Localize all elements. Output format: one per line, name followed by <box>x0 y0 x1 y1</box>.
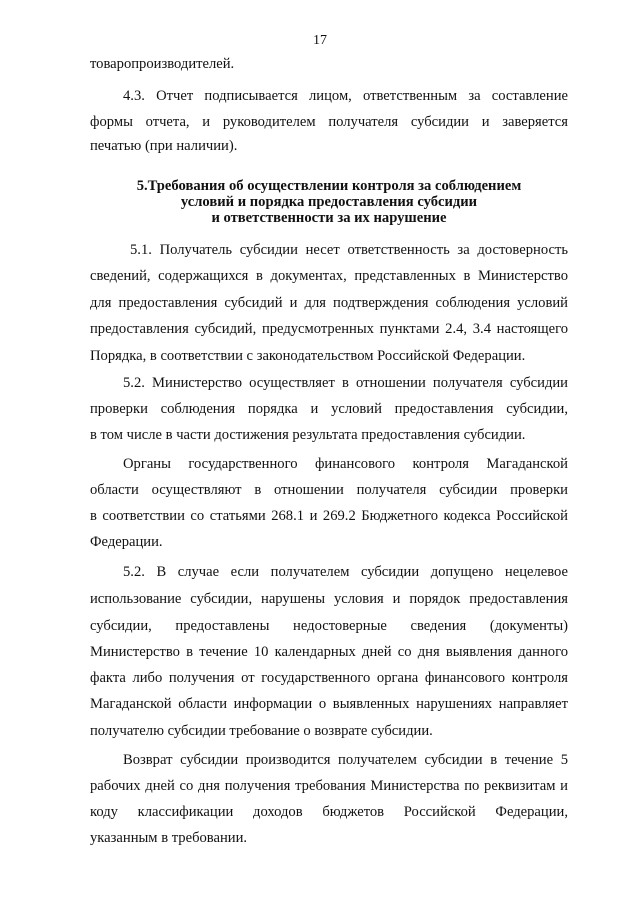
text-line: Федерации. <box>90 534 163 550</box>
text-line: получателю субсидии требование о возврате субсидии. <box>90 723 433 739</box>
text-line: сведений, содержащихся в документах, представленных в Министерство <box>90 268 568 284</box>
section-heading-line: условий и порядка предоставления субсидии <box>180 194 478 210</box>
text-line: для предоставления субсидий и для подтверждения соблюдения условий <box>90 295 568 311</box>
text-line: Возврат субсидии производится получателем субсидии в течение 5 <box>123 752 568 768</box>
text-line: области осуществляют в отношении получателя субсидии проверки <box>90 482 568 498</box>
text-line: предоставления субсидий, предусмотренных пунктами 2.4, 3.4 настоящего <box>90 321 568 337</box>
text-line: использование субсидии, нарушены условия и порядок предоставления <box>90 591 568 607</box>
text-line: указанным в требовании. <box>90 830 248 846</box>
text-line: рабочих дней со дня получения требования Министерства по реквизитам и <box>90 778 568 794</box>
section-heading-line: и ответственности за их нарушение <box>211 210 447 226</box>
text-line: проверки соблюдения порядка и условий предоставления субсидии, <box>90 401 568 417</box>
text-line: 5.1. Получатель субсидии несет ответственность за достоверность <box>130 242 568 258</box>
text-line: в том числе в части достижения результата предоставления субсидии. <box>90 427 526 443</box>
text-line: факта либо получения от государственного органа финансового контроля <box>90 670 568 686</box>
text-line: 5.2. В случае если получателем субсидии допущено нецелевое <box>123 564 568 580</box>
page-number: 17 <box>313 33 327 48</box>
text-line: коду классификации доходов бюджетов Российской Федерации, <box>90 804 568 820</box>
text-line: печатью (при наличии). <box>90 138 238 154</box>
text-line: Министерство в течение 10 календарных дней со дня выявления данного <box>90 644 568 660</box>
section-heading-line: 5.Требования об осуществлении контроля за соблюдением <box>136 178 522 194</box>
text-line: 4.3. Отчет подписывается лицом, ответственным за составление <box>123 88 568 104</box>
text-line: субсидии, предоставлены недостоверные сведения (документы) <box>90 618 568 634</box>
text-line: Органы государственного финансового контроля Магаданской <box>123 456 568 472</box>
text-line: в соответствии со статьями 268.1 и 269.2 Бюджетного кодекса Российской <box>90 508 568 524</box>
text-line: товаропроизводителей. <box>90 56 235 72</box>
text-line: Магаданской области информации о выявленных нарушениях направляет <box>90 696 568 712</box>
text-line: Порядка, в соответствии с законодательством Российской Федерации. <box>90 348 526 364</box>
text-line: 5.2. Министерство осуществляет в отношении получателя субсидии <box>123 375 568 391</box>
text-line: формы отчета, и руководителем получателя субсидии и заверяется <box>90 114 568 130</box>
